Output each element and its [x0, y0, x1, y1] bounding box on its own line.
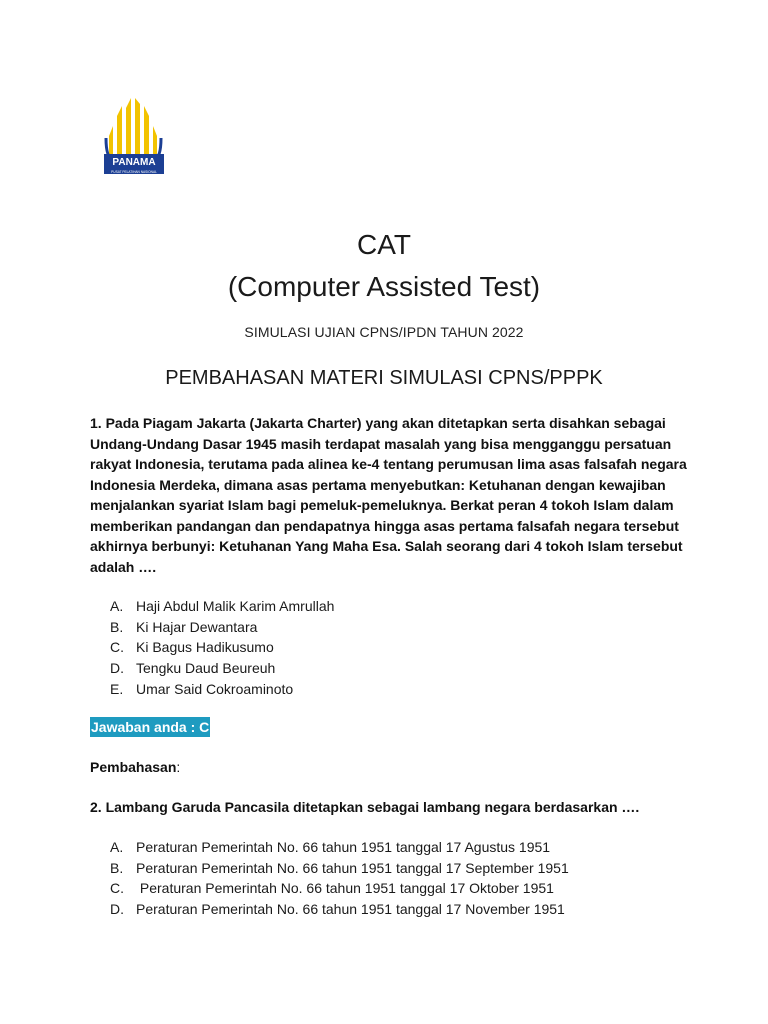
option-text: Peraturan Pemerintah No. 66 tahun 1951 tanggal 17 Agustus 1951 [136, 839, 551, 855]
answer-highlight: Jawaban anda : C [91, 719, 210, 735]
option-item [110, 878, 569, 899]
question-2-options [110, 837, 569, 920]
option-item [110, 899, 569, 920]
option-text: Peraturan Pemerintah No. 66 tahun 1951 tanggal 17 September 1951 [136, 859, 569, 876]
option-item [110, 596, 334, 617]
option-letter: D. [110, 660, 124, 677]
option-text: Peraturan Pemerintah No. 66 tahun 1951 tanggal 17 November 1951 [136, 901, 565, 918]
option-text: Peraturan Pemerintah No. 66 tahun 1951 tanggal 17 Oktober 1951 [136, 880, 554, 897]
page-title-sub: (Computer Assisted Test) [227, 271, 541, 302]
page-subtitle: SIMULASI UJIAN CPNS/IPDN TAHUN 2022 [244, 324, 524, 340]
option-text: Umar Said Cokroaminoto [136, 680, 294, 697]
option-letter: A. [110, 598, 124, 614]
discussion-label [90, 757, 180, 777]
option-text: Tengku Daud Beureuh [136, 660, 276, 677]
option-item [110, 617, 334, 638]
discussion-label-text: Pembahasan [90, 759, 177, 775]
logo-small-text: PUSAT PELATIHAN NASIONAL [111, 170, 157, 174]
option-item [110, 637, 334, 658]
section-heading: PEMBAHASAN MATERI SIMULASI CPNS/PPPK [165, 367, 603, 389]
option-text: Ki Hajar Dewantara [136, 618, 258, 635]
logo-label: PANAMA [112, 157, 156, 168]
option-item [110, 837, 569, 858]
option-item [110, 679, 334, 700]
option-letter: B. [110, 618, 124, 635]
option-letter: A. [110, 839, 124, 855]
option-letter: C. [110, 880, 124, 897]
question-1-text: 1. Pada Piagam Jakarta (Jakarta Charter) yang akan ditetapkan serta disahkan sebagai Undang-Undang Dasar 1945 masih terdapat masalah yang bisa mengganggu persatuan rakyat Indonesia, terutama pada alinea ke-4 tentang perumusan lima asas falsafah negara Indonesia Merdeka, dimana asas pertama menyebutkan: Ketuhanan dengan kewajiban menjalankan syariat Islam bagi pemeluk-pemeluknya. Berkat peran 4 tokoh Islam dalam memberikan pandangan dan pendapatnya hingga asas pertama falsafah negara tersebut akhirnya berbunyi: Ketuhanan Yang Maha Esa. Salah seorang dari 4 tokoh Islam tersebut adalah …. [90, 415, 687, 575]
option-letter: D. [110, 901, 124, 918]
panama-logo [103, 96, 165, 176]
question-2-text: 2. Lambang Garuda Pancasila ditetapkan sebagai lambang negara berdasarkan …. [90, 799, 640, 815]
option-letter: E. [110, 680, 124, 697]
discussion-colon: : [176, 759, 181, 775]
option-letter: B. [110, 859, 124, 876]
option-item [110, 858, 569, 879]
panama-logo-graphic [103, 96, 165, 176]
page-title: CAT [357, 229, 411, 260]
question-1-options [110, 596, 334, 700]
option-item [110, 658, 334, 679]
option-text: Haji Abdul Malik Karim Amrullah [136, 598, 335, 614]
option-letter: C. [110, 639, 124, 656]
option-text: Ki Bagus Hadikusumo [136, 639, 274, 656]
